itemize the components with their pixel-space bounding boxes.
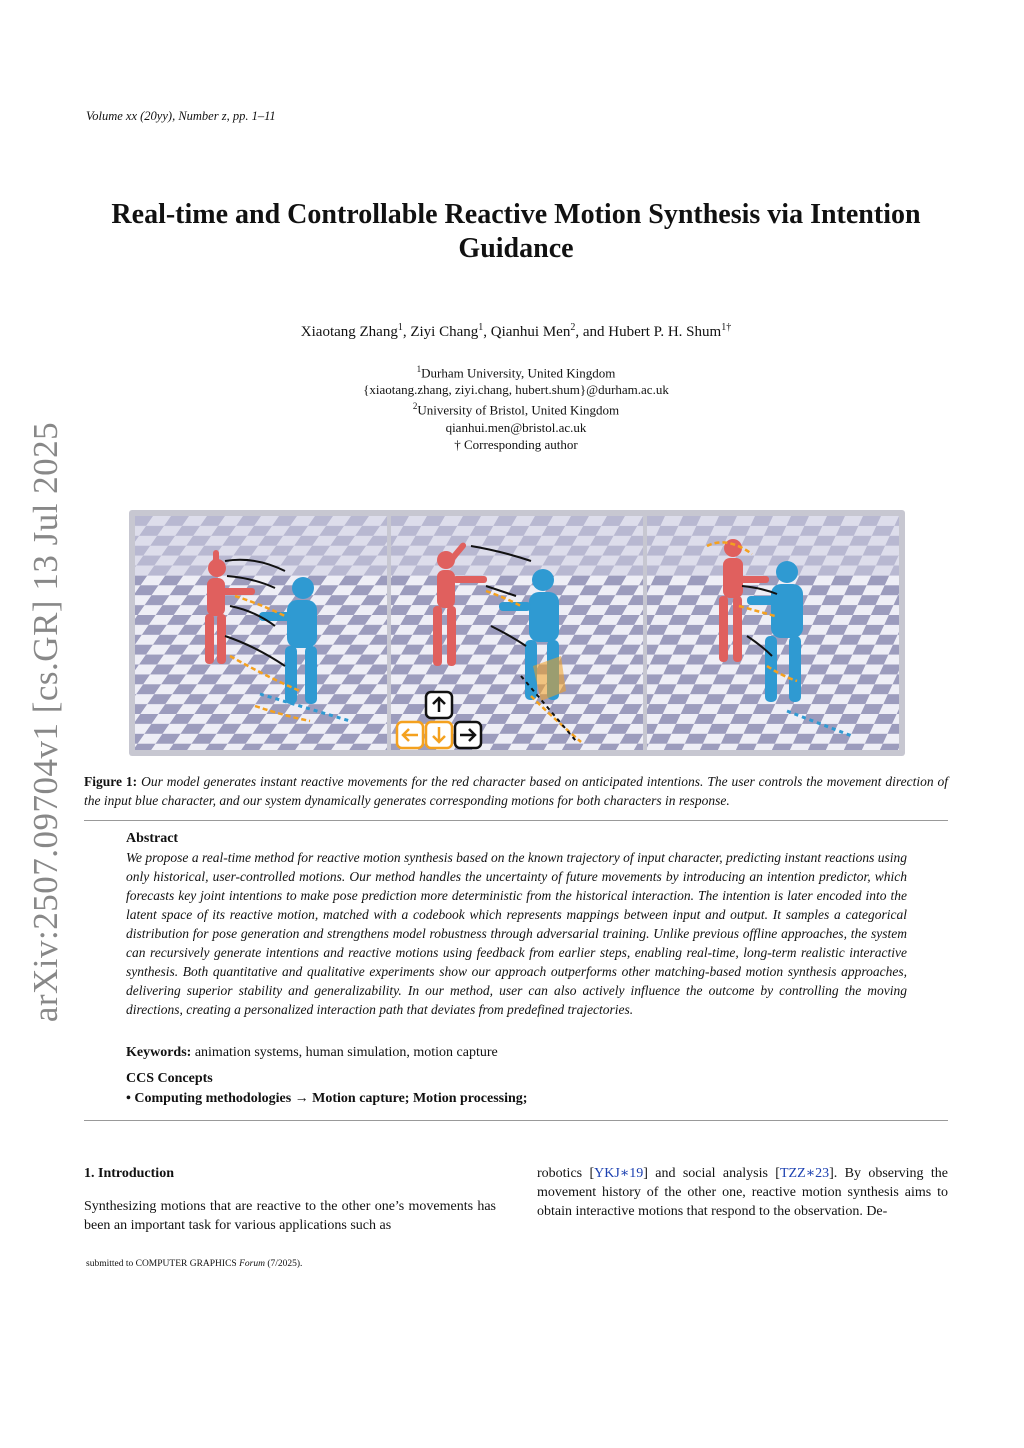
figure-panel-2 [391, 516, 643, 750]
author-name: Xiaotang Zhang [300, 324, 398, 340]
citation-link[interactable]: TZZ∗23 [779, 1166, 830, 1181]
divider [84, 1120, 948, 1121]
author-name: Qianhui Men [490, 324, 571, 340]
author-mark: 2 [570, 322, 576, 333]
abstract-text: We propose a real-time method for reactive motion synthesis based on the known trajectory of input character, predicting instant reactions using only historical, user-controlled motions. Our method handles the uncertainty of future movements by introducing an intention predictor, which forecasts key joint intentions to make pose prediction more deterministic from the historical interaction. The intention is later encoded into the latent space of its reactive motion, matched with a codebook which represents mappings between input and output. It samples a categorical distribution for pose generation and strengthens model robustness through adversarial training. Unlike previous offline approaches, the system can recursively generate intentions and reactive motions using feedback from earlier steps, enabling real-time, long-term realistic interactive synthesis. Both quantitative and qualitative experiments show our approach outperforms other matching-based motion synthesis approaches, delivering superior stability and generalizability. In our method, user can also actively influence the outcome by controlling the moving directions, creating a personalized interaction path that deviates from predefined trajectories. [126, 850, 907, 1017]
keywords-label: Keywords: [126, 1045, 192, 1060]
paper-title: Real-time and Controllable Reactive Motion Synthesis via Intention Guidance [111, 199, 921, 264]
caption-label: Figure 1: [84, 774, 138, 789]
affiliation-durham: Durham University, United Kingdom [421, 365, 616, 381]
figure-panel-3 [647, 516, 899, 750]
intro-right-column: robotics [YKJ∗19] and social analysis [TZZ∗23]. By observing the movement history of the other one, reactive motion synthesis aims to obtain interactive motions that respond to the observation. De- [537, 1166, 948, 1219]
intro-left-column [84, 1164, 496, 1235]
keywords [126, 1045, 907, 1061]
email-durham: {xiaotang.zhang, ziyi.chang, hubert.shum}@durham.ac.uk [363, 382, 669, 398]
author-mark: 1† [721, 322, 732, 333]
keywords-text: animation systems, human simulation, motion capture [191, 1045, 498, 1060]
caption-text: Our model generates instant reactive movements for the red character based on anticipated intentions. The user controls the movement direction of the input blue character, and our system dynamically generates corresponding motions for both characters in response. [84, 774, 948, 808]
teaser-figure [129, 510, 905, 756]
divider [84, 820, 948, 821]
ccs-line: • Computing methodologies → Motion capture; Motion processing; [126, 1091, 528, 1106]
figure-caption [84, 772, 948, 810]
author-list: Xiaotang Zhang$^1$, Ziyi Chang$^1$, Qianhui Men$^2$, and Hubert P. H. Shum$^{1\dagger}$ [300, 322, 732, 340]
section-heading: 1. Introduction [84, 1166, 174, 1181]
intro-paragraph: Synthesizing motions that are reactive to the other one’s movements has been an important task for various applications such as [84, 1199, 496, 1233]
abstract [126, 829, 907, 1019]
author-mark: 1 [397, 322, 403, 333]
ccs-concepts [126, 1069, 907, 1109]
citation-link[interactable]: YKJ∗19 [594, 1166, 644, 1181]
abstract-heading: Abstract [126, 831, 179, 846]
ccs-heading: CCS Concepts [126, 1071, 213, 1086]
email-bristol: qianhui.men@bristol.ac.uk [445, 419, 587, 435]
corresponding-note: † Corresponding author [454, 436, 578, 452]
author-name: Hubert P. H. Shum [608, 324, 722, 340]
affiliation-bristol: University of Bristol, United Kingdom [417, 402, 620, 418]
page-footer: submitted to COMPUTER GRAPHICS Forum (7/2025). [86, 1259, 303, 1269]
author-name: Ziyi Chang [410, 324, 479, 340]
running-header: Volume xx (20yy), Number z, pp. 1–11 [86, 109, 276, 123]
affiliations: $^1$Durham University, United Kingdom {xiaotang.zhang, ziyi.chang, hubert.shum}@durham.ac.uk $^2$University of Bristol, United Kingdom qianhui.men@bristol.ac.uk † Corresponding author [80, 361, 952, 453]
author-mark: 1 [478, 322, 484, 333]
figure-panel-1 [135, 516, 387, 750]
